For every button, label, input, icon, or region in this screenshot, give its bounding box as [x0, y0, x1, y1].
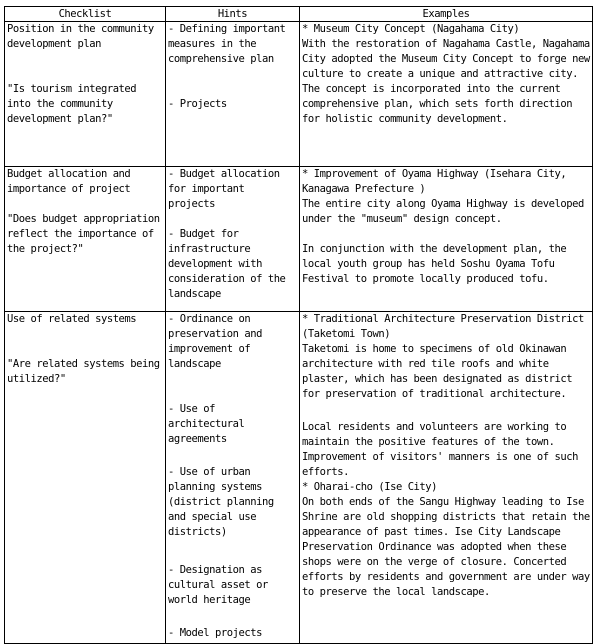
- hints-cell: [166, 167, 300, 312]
- example-text: In conjunction with the development plan, the local youth group has held Soshu Oyama Tofu Festival to promote locally produced tofu.: [302, 243, 567, 285]
- examples-cell: [300, 167, 593, 312]
- hint-item: - Designation as cultural asset or world heritage: [168, 564, 268, 606]
- example-text: The entire city along Oyama Highway is developed under the "museum" design concept.: [302, 198, 584, 225]
- checklist-question: "Is tourism integrated into the community development plan?": [7, 83, 137, 125]
- hint-item: - Model projects: [168, 627, 262, 639]
- examples-cell: [300, 312, 593, 644]
- checklist-cell: [5, 312, 166, 644]
- hint-item: - Budget for infrastructure development with consideration of the landscape: [168, 228, 286, 300]
- example-text: Local residents and volunteers are working to maintain the positive features of the town. Improvement of visitors' manners is one of such efforts.: [302, 421, 578, 478]
- checklist-title: Budget allocation and importance of project: [7, 168, 131, 195]
- header-checklist: Checklist: [5, 7, 166, 22]
- hint-item: - Projects: [168, 98, 227, 110]
- table-row: [5, 22, 593, 167]
- example-title: * Improvement of Oyama Highway (Isehara City, Kanagawa Prefecture ): [302, 168, 567, 195]
- checklist-title: Position in the community development plan: [7, 23, 154, 50]
- example-title: * Oharai-cho (Ise City): [302, 481, 438, 493]
- hints-cell: [166, 22, 300, 167]
- table-row: [5, 312, 593, 644]
- checklist-question: "Are related systems being utilized?": [7, 358, 160, 385]
- hint-item: - Defining important measures in the comprehensive plan: [168, 23, 286, 65]
- example-text: Taketomi is home to specimens of old Okinawan architecture with red tile roofs and white plaster, which has been designated as district for preservation of traditional architecture.: [302, 343, 573, 400]
- hint-item: - Use of urban planning systems (district planning and special use districts): [168, 466, 274, 538]
- checklist-question: "Does budget appropriation reflect the importance of the project?": [7, 213, 160, 255]
- hints-cell: [166, 312, 300, 644]
- example-title: * Museum City Concept (Nagahama City): [302, 23, 520, 35]
- checklist-cell: [5, 167, 166, 312]
- examples-cell: [300, 22, 593, 167]
- hint-item: - Use of architectural agreements: [168, 403, 245, 445]
- checklist-table: [4, 6, 593, 644]
- example-title: * Traditional Architecture Preservation District (Taketomi Town): [302, 313, 584, 340]
- header-examples: Examples: [300, 7, 593, 22]
- hint-item: - Ordinance on preservation and improvement of landscape: [168, 313, 262, 370]
- header-hints: Hints: [166, 7, 300, 22]
- hint-item: - Budget allocation for important projects: [168, 168, 280, 210]
- checklist-title: Use of related systems: [7, 313, 137, 325]
- example-text: On both ends of the Sangu Highway leading to Ise Shrine are old shopping districts that retain the appearance of past times. Ise City Landscape Preservation Ordinance was adopted when these shops were on the verge of closure. Concerted efforts by residents and government are under way to preserve the local landscape.: [302, 496, 590, 598]
- checklist-cell: [5, 22, 166, 167]
- header-row: [5, 7, 593, 22]
- table-row: [5, 167, 593, 312]
- example-text: With the restoration of Nagahama Castle, Nagahama City adopted the Museum City Concept to forge new culture to create a unique and attractive city. The concept is incorporated into the current comprehensive plan, which sets forth direction for holistic community development.: [302, 38, 590, 125]
